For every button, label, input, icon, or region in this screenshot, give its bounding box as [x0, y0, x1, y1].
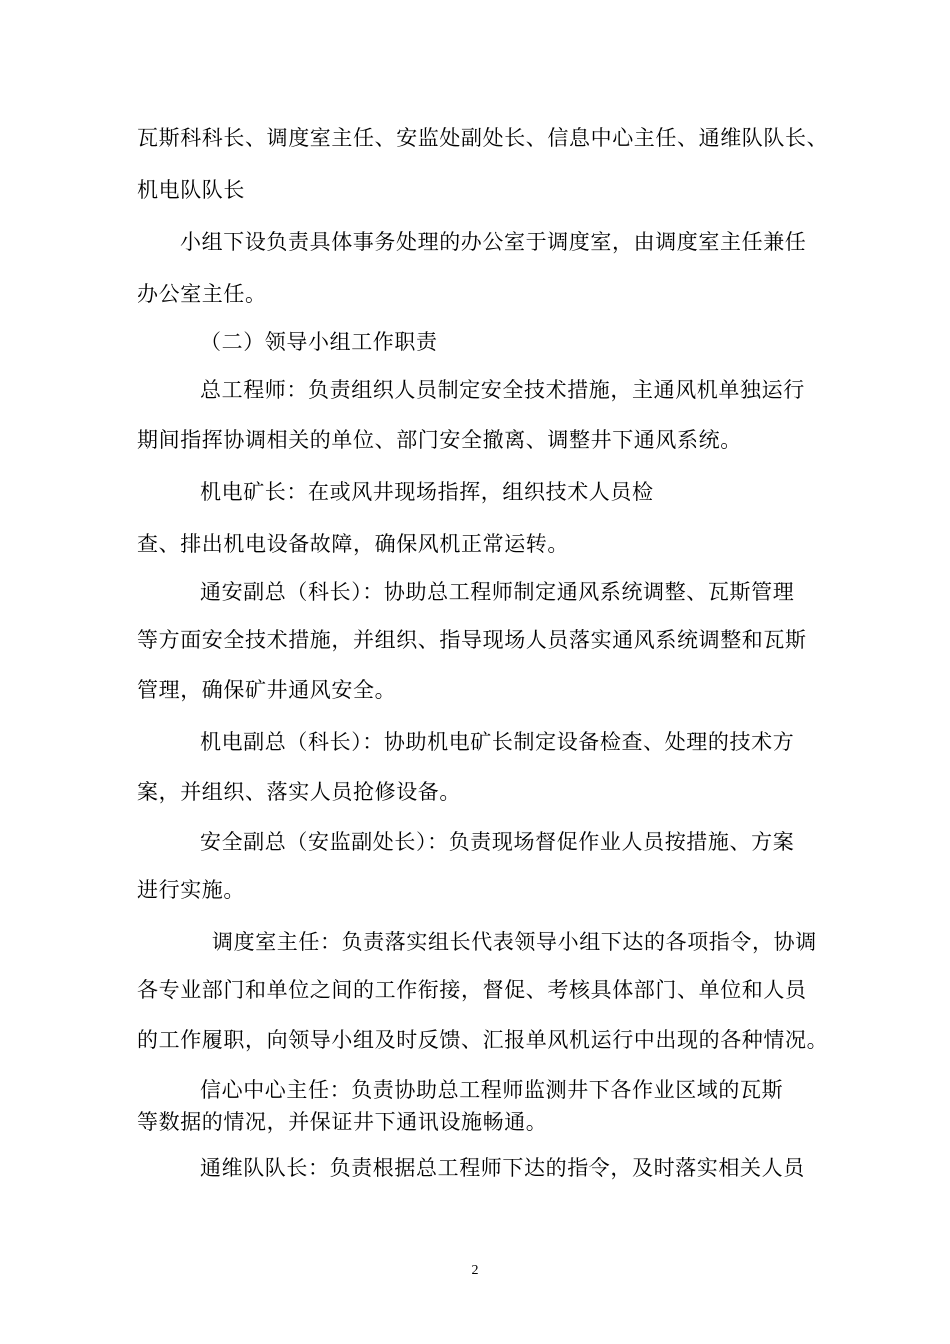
text-line: 管理，确保矿井通风安全。 [137, 678, 397, 702]
text-line: 机电矿长：在或风井现场指挥，组织技术人员检 [200, 480, 654, 504]
text-line: 查、排出机电设备故障，确保风机正常运转。 [137, 532, 569, 556]
text-line: 进行实施。 [137, 878, 245, 902]
text-line: 的工作履职，向领导小组及时反馈、汇报单风机运行中出现的各种情况。 [137, 1028, 829, 1052]
section-heading: （二）领导小组工作职责 [200, 330, 438, 354]
text-line: 等数据的情况，并保证井下通讯设施畅通。 [137, 1110, 548, 1134]
text-line: 机电副总（科长）：协助机电矿长制定设备检查、处理的技术方 [200, 730, 795, 754]
text-line: 案，并组织、落实人员抢修设备。 [137, 780, 461, 804]
text-line: 通安副总（科长）：协助总工程师制定通风系统调整、瓦斯管理 [200, 580, 795, 604]
text-line: 安全副总（安监副处长）：负责现场督促作业人员按措施、方案 [200, 830, 795, 854]
page-number: 2 [471, 1263, 479, 1278]
text-line: 期间指挥协调相关的单位、部门安全撤离、调整井下通风系统。 [137, 428, 742, 452]
text-line: 瓦斯科科长、调度室主任、安监处副处长、信息中心主任、通维队队长、 [137, 126, 829, 150]
text-line: 等方面安全技术措施，并组织、指导现场人员落实通风系统调整和瓦斯 [137, 628, 807, 652]
text-line: 调度室主任：负责落实组长代表领导小组下达的各项指令，协调 [212, 930, 817, 954]
text-line: 各专业部门和单位之间的工作衔接，督促、考核具体部门、单位和人员 [137, 978, 807, 1002]
text-line: 机电队队长 [137, 178, 245, 202]
text-line: 办公室主任。 [137, 282, 267, 306]
text-line: 通维队队长：负责根据总工程师下达的指令，及时落实相关人员 [200, 1156, 805, 1180]
text-line: 总工程师：负责组织人员制定安全技术措施，主通风机单独运行 [200, 378, 805, 402]
text-line: 小组下设负责具体事务处理的办公室于调度室，由调度室主任兼任 [180, 230, 807, 254]
text-line: 信心中心主任：负责协助总工程师监测井下各作业区域的瓦斯 [200, 1078, 784, 1102]
